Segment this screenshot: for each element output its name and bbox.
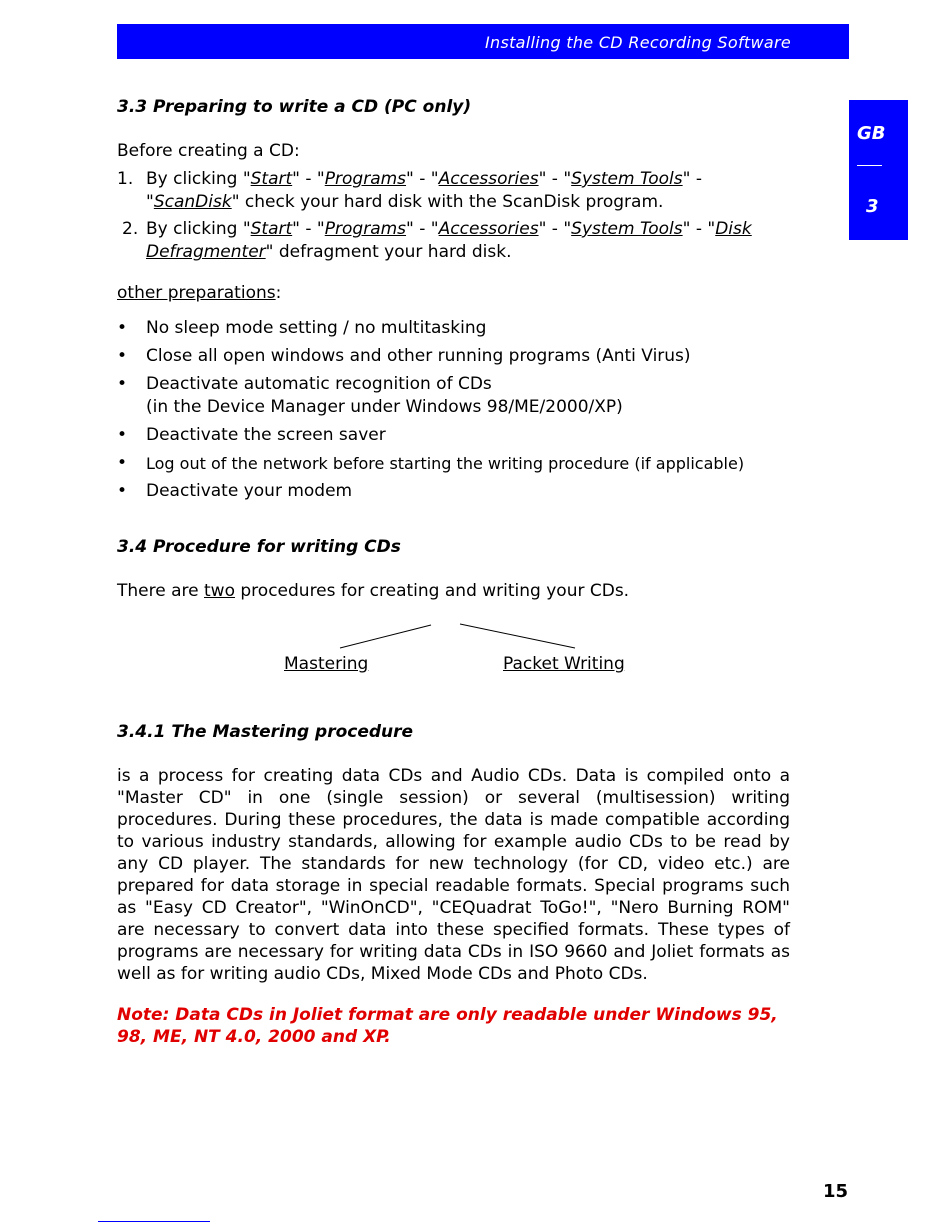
disk-defragmenter-link[interactable]: Disk Defragmenter [146, 219, 752, 262]
programs-link[interactable]: Programs [324, 169, 407, 189]
language-label: GB [857, 123, 886, 144]
system-tools-link[interactable]: System Tools [571, 219, 683, 239]
accessories-link[interactable]: Accessories [438, 169, 539, 189]
section-heading-3-4-1: 3.4.1 The Mastering procedure [117, 722, 414, 742]
scandisk-link[interactable]: ScanDisk [153, 192, 232, 212]
bullet-item: • No sleep mode setting / no multitasking [117, 318, 487, 338]
other-preparations-label: other preparations: [117, 283, 282, 303]
bullet-item: • Deactivate the screen saver [117, 425, 386, 445]
intro-text: Before creating a CD: [117, 141, 300, 161]
branch-line-left [340, 625, 431, 648]
running-header-title: Installing the CD Recording Software [485, 33, 791, 52]
step-number: 2. [122, 219, 139, 239]
bullet-item: • Deactivate automatic recognition of CDs (in the Device Manager under Windows 98/ME/2000/XP) [117, 374, 623, 417]
start-link[interactable]: Start [250, 219, 293, 239]
page-number: 15 [823, 1181, 849, 1202]
bullet-item: • Deactivate your modem [117, 481, 353, 501]
joliet-note: Note: Data CDs in Joliet format are only readable under Windows 95, 98, ME, NT 4.0, 2000 and XP. [117, 1005, 778, 1047]
footer-rule [98, 1221, 210, 1222]
bullet-item: • Close all open windows and other running programs (Anti Virus) [117, 346, 691, 366]
mastering-label: Mastering [284, 654, 369, 674]
bullet-item: • Log out of the network before starting the writing procedure (if applicable) [117, 453, 745, 473]
branch-line-right [460, 624, 575, 648]
procedures-intro: There are two procedures for creating and writing your CDs. [117, 581, 630, 601]
accessories-link[interactable]: Accessories [438, 219, 539, 239]
packet-writing-label: Packet Writing [503, 654, 625, 674]
chapter-number: 3 [866, 196, 879, 217]
step-2: 2. By clicking "Start" - "Programs" - "Accessories" - "System Tools" - "Disk Defragmenter" defragment your hard disk. [122, 219, 752, 262]
step-number: 1. [117, 169, 134, 189]
programs-link[interactable]: Programs [324, 219, 407, 239]
start-link[interactable]: Start [250, 169, 293, 189]
step-1: 1. By clicking "Start" - "Programs" - "Accessories" - "System Tools" - "ScanDisk" check your hard disk with the ScanDisk program. [117, 169, 702, 212]
section-heading-3-4: 3.4 Procedure for writing CDs [117, 537, 401, 557]
system-tools-link[interactable]: System Tools [571, 169, 683, 189]
mastering-body-text: is a process for creating data CDs and Audio CDs. Data is compiled onto a "Master CD" in one (single session) or several (multisession) writing procedures. During these procedures, the data is made compatible according to various industry standards, allowing for example audio CDs to be read by any CD player. The standards for new technology (for CD, video etc.) are prepared for data storage in special readable formats. Special programs such as "Easy CD Creator", "WinOnCD", "CEQuadrat ToGo!", "Nero Burning ROM" are necessary to convert data into these specified formats. These types of programs are necessary for writing data CDs in ISO 9660 and Joliet formats as well as for writing audio CDs, Mixed Mode CDs and Photo CDs. [117, 766, 790, 984]
section-heading-3-3: 3.3 Preparing to write a CD (PC only) [117, 97, 472, 117]
